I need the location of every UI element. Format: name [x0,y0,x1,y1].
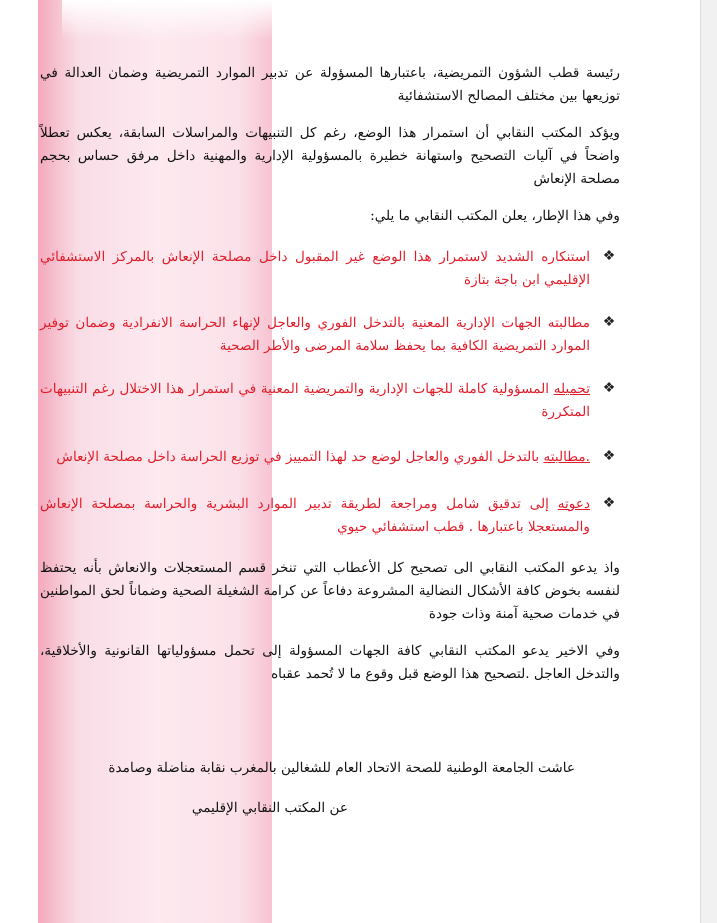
list-item [40,446,620,469]
list-item [40,246,620,292]
closing-paragraph-1: واذ يدعو المكتب النقابي الى تصحيح كل الأعطاب التي تنخر قسم المستعجلات والانعاش بأنه يحتفظ لنفسه بخوض كافة الأشكال النضالية المشروعة دفاعاً عن كرامة الشغيلة الصحية وضماناً لحق المواطنين في خدمات صحية آمنة وذات جودة [40,560,620,622]
bullet-prefix: تحميله [553,381,590,397]
paragraph-3: وفي هذا الإطار، يعلن المكتب النقابي ما يلي: [370,208,620,224]
demands-list [40,246,620,539]
paragraph-1: رئيسة قطب الشؤون التمريضية، باعتبارها المسؤولة عن تدبير الموارد التمريضية وضمان العدالة في توزيعها بين مختلف المصالح الاستشفائية [40,65,620,104]
document-body [40,62,620,700]
bullet-prefix: .مطالبته [543,449,590,465]
page-right-edge [700,0,717,923]
paragraph-2: ويؤكد المكتب النقابي أن استمرار هذا الوضع، رغم كل التنبيهات والمراسلات السابقة، يعكس تعطلاً واضحاً في آليات التصحيح واستهانة خطيرة بالمسؤولية الإدارية والمهنية داخل مرفق حساس بحجم مصلحة الإنعاش [40,125,620,187]
list-item [40,493,620,539]
bullet-prefix: دعوته [557,496,590,512]
signature-office: عن المكتب النقابي الإقليمي [191,800,348,816]
bullet-text: بالتدخل الفوري والعاجل لوضع حد لهذا التمييز في توزيع الحراسة داخل مصلحة الإنعاش [56,449,544,465]
diamond-bullet-icon: ❖ [602,448,616,464]
bullet-text: إلى تدقيق شامل ومراجعة لطريقة تدبير الموارد البشرية والحراسة بمصلحة الإنعاش والمستعجلا باعتبارها . قطب استشفائي حيوي [40,496,590,535]
diamond-bullet-icon: ❖ [602,380,616,396]
bullet-text: مطالبته الجهات الإدارية المعنية بالتدخل الفوري والعاجل لإنهاء الحراسة الانفرادية وضمان توفير الموارد التمريضية الكافية بما يحفظ سلامة المرضى والأطر الصحية [40,315,590,354]
diamond-bullet-icon: ❖ [602,314,616,330]
signature-slogan: عاشت الجامعة الوطنية للصحة الاتحاد العام للشغالين بالمغرب نقابة مناضلة وصامدة [108,760,575,776]
bullet-text: المسؤولية كاملة للجهات الإدارية والتمريضية المعنية في استمرار هذا الاختلال رغم التنبيهات المتكررة [40,381,590,420]
list-item [40,312,620,358]
diamond-bullet-icon: ❖ [602,248,616,264]
closing-paragraph-2: وفي الاخير يدعو المكتب النقابي كافة الجهات المسؤولة إلى تحمل مسؤولياتها القانونية والأخلاقية، والتدخل العاجل .لتصحيح هذا الوضع قبل وقوع ما لا تُحمد عقباه [40,643,620,682]
list-item [40,378,620,424]
bullet-text: استنكاره الشديد لاستمرار هذا الوضع غير المقبول داخل مصلحة الإنعاش بالمركز الاستشفائي الإقليمي ابن باجة بتازة [40,249,590,288]
top-fade [62,0,272,40]
diamond-bullet-icon: ❖ [602,495,616,511]
